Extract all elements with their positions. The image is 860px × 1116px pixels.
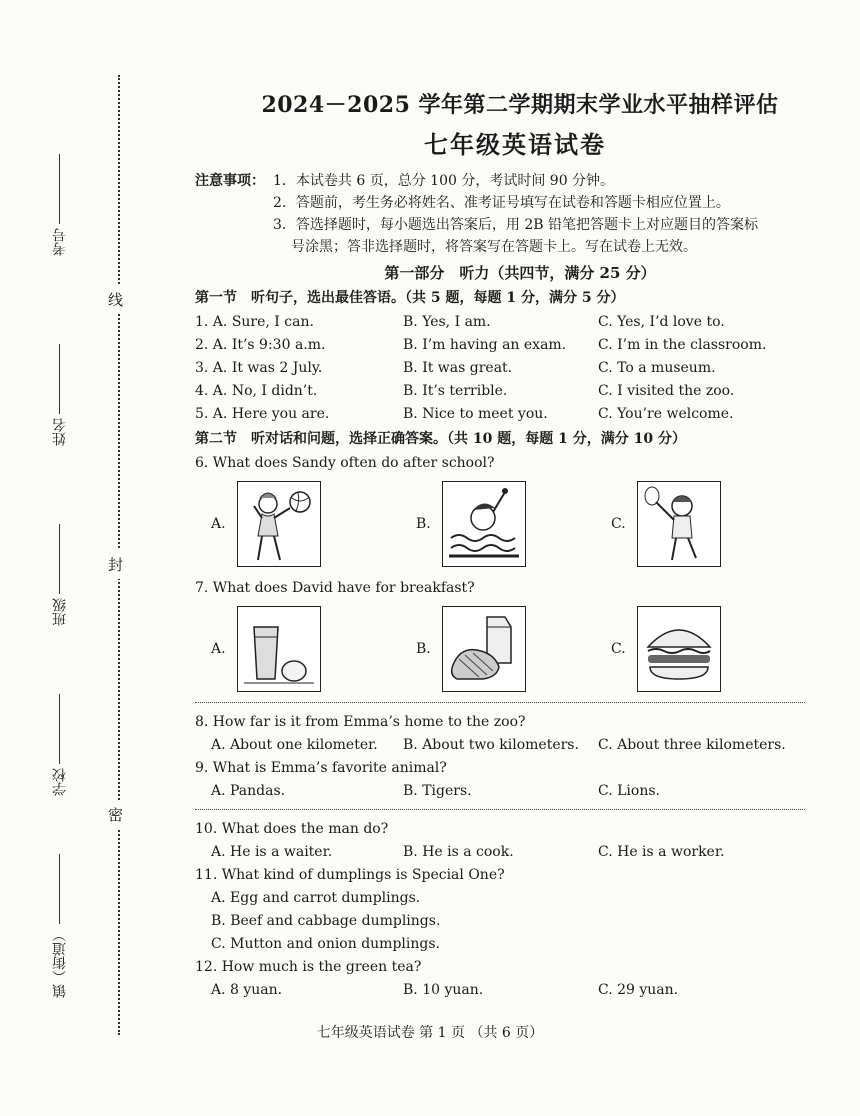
option-text: C. Mutton and onion dumplings. [211,936,440,952]
instruction-3a: 3．答选择题时，每小题选出答案后，用 2B 铅笔把答题卡上对应题目的答案标 [273,217,759,233]
school-blank [60,694,61,764]
badminton-boy-icon [637,481,721,567]
option-text: C. You’re welcome. [598,406,734,422]
question-7: 7. What does David have for breakfast? [195,580,475,596]
exam-number-field [50,150,70,256]
page-footer: 七年级英语试卷 第 1 页 （共 6 页） [316,1025,544,1041]
juice-and-egg-icon [237,606,321,692]
section-2-heading: 第二节 听对话和问题，选择正确答案。（共 10 题，每题 1 分，满分 10 分） [195,431,686,447]
option-text: A. 8 yuan. [211,982,283,998]
swimming-girl-icon [442,481,526,567]
question-6: 6. What does Sandy often do after school? [195,455,495,471]
question-row [195,380,805,403]
class-field [50,520,70,626]
option-text: A. About one kilometer. [211,737,378,753]
name-field [50,340,70,446]
option-letter: C. [611,641,626,657]
question-10: 10. What does the man do? [195,821,389,837]
divider [195,702,805,703]
option-text: C. I’m in the classroom. [598,337,767,353]
instruction-3b: 号涂黑；答非选择题时，将答案写在答题卡上。写在试卷上无效。 [291,239,697,255]
name-label: 姓名 [52,418,68,446]
option-text: B. It was great. [403,360,513,376]
instruction-1: 1．本试卷共 6 页，总分 100 分，考试时间 90 分钟。 [273,173,615,189]
option-text: 3. A. It was 2 July. [195,360,323,376]
option-text: C. Yes, I’d love to. [598,314,725,330]
option-text: B. Nice to meet you. [403,406,548,422]
question-row [195,311,805,334]
exam-content [195,80,805,1002]
section-1-heading: 第一节 听句子，选出最佳答语。（共 5 题，每题 1 分，满分 5 分） [195,290,625,306]
option-text: 4. A. No, I didn’t. [195,383,318,399]
hamburger-icon [637,606,721,692]
town-label: 镇（街道） [52,928,68,998]
question-11: 11. What kind of dumplings is Special One? [195,867,505,883]
seal-char-seal: 封 [108,550,123,579]
option-letter: B. [416,641,431,657]
exam-subtitle: 七年级英语试卷 [424,130,606,159]
option-text: C. About three kilometers. [598,737,786,753]
option-text: 5. A. Here you are. [195,406,330,422]
question-row [195,403,805,426]
class-blank [60,524,61,594]
question-6-pictures [211,481,805,567]
volleyball-girl-icon [237,481,321,567]
town-field [50,850,70,998]
option-text: A. Egg and carrot dumplings. [211,890,421,906]
option-text: B. About two kilometers. [403,737,579,753]
option-text: A. He is a waiter. [211,844,333,860]
question-row [195,334,805,357]
option-text: A. Pandas. [211,783,286,799]
option-text: B. Yes, I am. [403,314,491,330]
question-8: 8. How far is it from Emma’s home to the zoo? [195,714,526,730]
option-text: C. 29 yuan. [598,982,679,998]
exam-number-label: 考号 [52,228,68,256]
question-9: 9. What is Emma’s favorite animal? [195,760,447,776]
binding-margin [0,0,130,1116]
option-text: B. 10 yuan. [403,982,484,998]
divider [195,809,805,810]
option-text: B. I’m having an exam. [403,337,567,353]
option-letter: C. [611,516,626,532]
instructions-label: 注意事项： [195,173,265,189]
question-7-pictures [211,606,805,692]
option-text: B. It’s terrible. [403,383,508,399]
part-1-heading: 第一部分 听力（共四节，满分 25 分） [384,264,656,282]
question-9-options [195,780,805,803]
option-text: C. Lions. [598,783,660,799]
option-text: C. He is a worker. [598,844,725,860]
option-text: C. I visited the zoo. [598,383,735,399]
option-text: C. To a museum. [598,360,716,376]
option-text: B. He is a cook. [403,844,514,860]
option-text: B. Tigers. [403,783,472,799]
town-blank [60,854,61,924]
option-letter: A. [211,516,226,532]
question-12-options [195,979,805,1002]
exam-number-blank [60,154,61,224]
seal-char-line: 线 [108,285,123,314]
question-10-options [195,841,805,864]
school-label: 学校 [52,768,68,796]
question-row [195,357,805,380]
school-field [50,690,70,796]
exam-title: 2024－2025 学年第二学期期末学业水平抽样评估 [261,92,779,118]
seal-char-secret: 密 [108,800,123,829]
option-text: B. Beef and cabbage dumplings. [211,913,441,929]
name-blank [60,344,61,414]
class-label: 班级 [52,598,68,626]
option-letter: A. [211,641,226,657]
question-12: 12. How much is the green tea? [195,959,422,975]
option-letter: B. [416,516,431,532]
instruction-2: 2．答题前，考生务必将姓名、准考证号填写在试卷和答题卡相应位置上。 [273,195,730,211]
bread-and-milk-icon [442,606,526,692]
option-text: 1. A. Sure, I can. [195,314,314,330]
option-text: 2. A. It’s 9:30 a.m. [195,337,326,353]
question-8-options [195,734,805,757]
instructions [195,170,805,258]
